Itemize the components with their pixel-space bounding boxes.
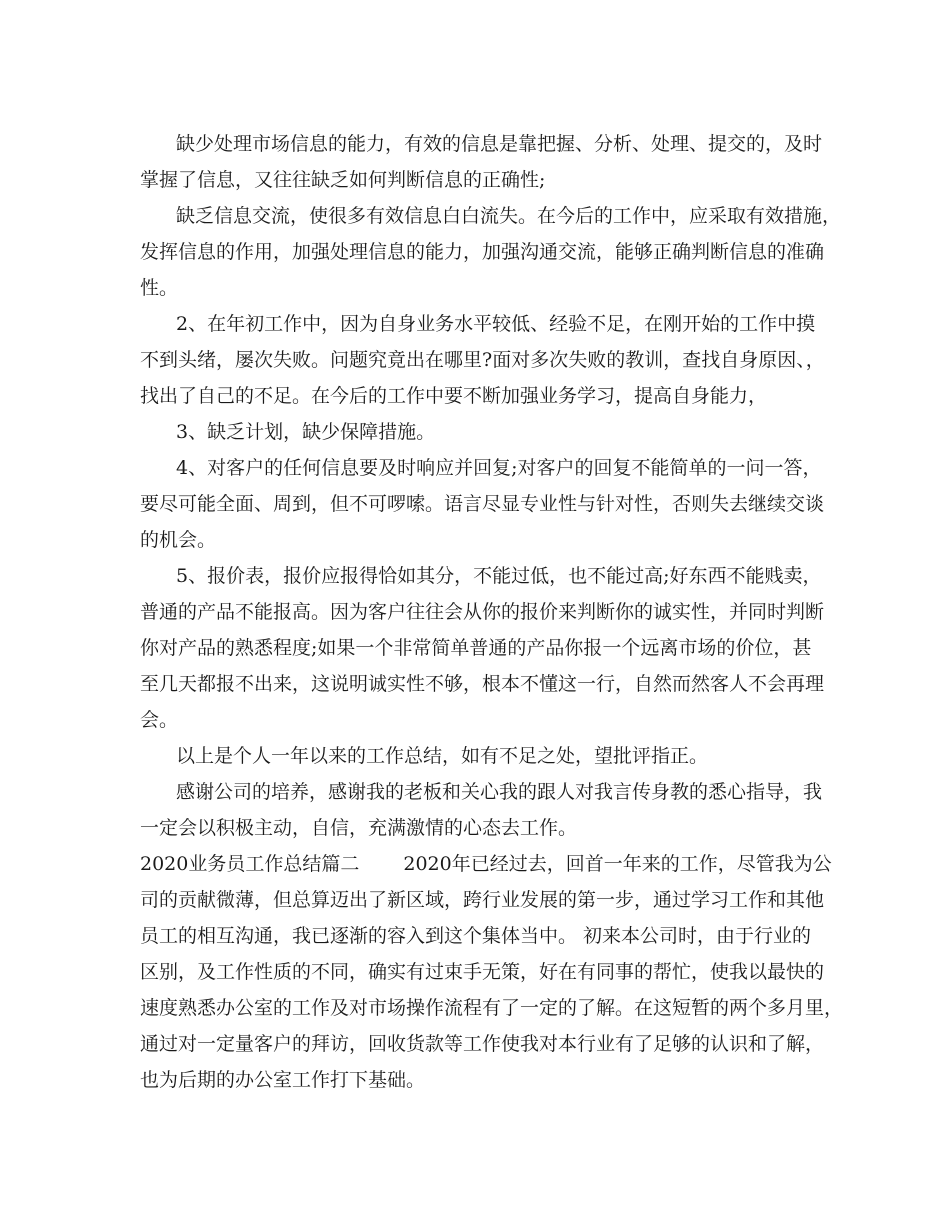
text-line: 掌握了信息，又往往缺乏如何判断信息的正确性; <box>140 169 546 191</box>
text-line: 找出了自己的不足。在今后的工作中要不断加强业务学习，提高自身能力， <box>140 385 768 407</box>
text-line: 3、缺乏计划，缺少保障措施。 <box>176 421 436 443</box>
text-line: 感谢公司的培养，感谢我的老板和关心我的跟人对我言传身教的悉心指导，我 <box>176 781 823 803</box>
text-line: 缺少处理市场信息的能力，有效的信息是靠把握、分析、处理、提交的，及时 <box>176 133 823 155</box>
text-line: 通过对一定量客户的拜访，回收货款等工作使我对本行业有了足够的认识和了解， <box>140 1033 825 1055</box>
text-line: 4、对客户的任何信息要及时响应并回复;对客户的回复不能简单的一问一答， <box>176 457 822 479</box>
text-line: 的机会。 <box>140 529 217 551</box>
section-heading-line <box>140 852 832 876</box>
text-line: 区别，及工作性质的不同，确实有过束手无策，好在有同事的帮忙，使我以最快的 <box>140 961 825 983</box>
text-line: 也为后期的办公室工作打下基础。 <box>140 1069 426 1091</box>
text-line: 5、报价表，报价应报得恰如其分，不能过低，也不能过高;好东西不能贱卖， <box>176 565 822 587</box>
text-line: 2020年已经过去，回首一年来的工作，尽管我为公 <box>403 853 832 875</box>
text-line: 不到头绪，屡次失败。问题究竟出在哪里?面对多次失败的教训，查找自身原因、， <box>140 349 825 371</box>
text-line: 司的贡献微薄，但总算迈出了新区域，跨行业发展的第一步，通过学习工作和其他 <box>140 889 825 911</box>
text-line: 速度熟悉办公室的工作及对市场操作流程有了一定的了解。在这短暂的两个多月里， <box>140 997 844 1019</box>
text-line: 会。 <box>140 709 179 731</box>
text-line: 2、在年初工作中，因为自身业务水平较低、经验不足，在刚开始的工作中摸 <box>176 313 816 335</box>
text-line: 以上是个人一年以来的工作总结，如有不足之处，望批评指正。 <box>176 745 709 767</box>
text-line: 普通的产品不能报高。因为客户往往会从你的报价来判断你的诚实性，并同时判断 <box>140 601 825 623</box>
text-line: 发挥信息的作用，加强处理信息的能力，加强沟通交流，能够正确判断信息的准确 <box>140 241 825 263</box>
text-line: 缺乏信息交流，使很多有效信息白白流失。在今后的工作中，应采取有效措施， <box>176 205 842 227</box>
text-line: 性。 <box>140 277 179 299</box>
text-line: 至几天都报不出来，这说明诚实性不够，根本不懂这一行，自然而然客人不会再理 <box>140 673 825 695</box>
text-line: 要尽可能全面、周到，但不可啰嗦。语言尽显专业性与针对性，否则失去继续交谈 <box>140 493 825 515</box>
text-line: 员工的相互沟通，我已逐渐的容入到这个集体当中。 初来本公司时，由于行业的 <box>140 925 812 947</box>
text-line: 一定会以积极主动，自信，充满激情的心态去工作。 <box>140 817 578 839</box>
text-line: 你对产品的熟悉程度;如果一个非常简单普通的产品你报一个远离市场的价位，甚 <box>140 637 812 659</box>
section-heading: 2020业务员工作总结篇二 <box>140 853 360 875</box>
